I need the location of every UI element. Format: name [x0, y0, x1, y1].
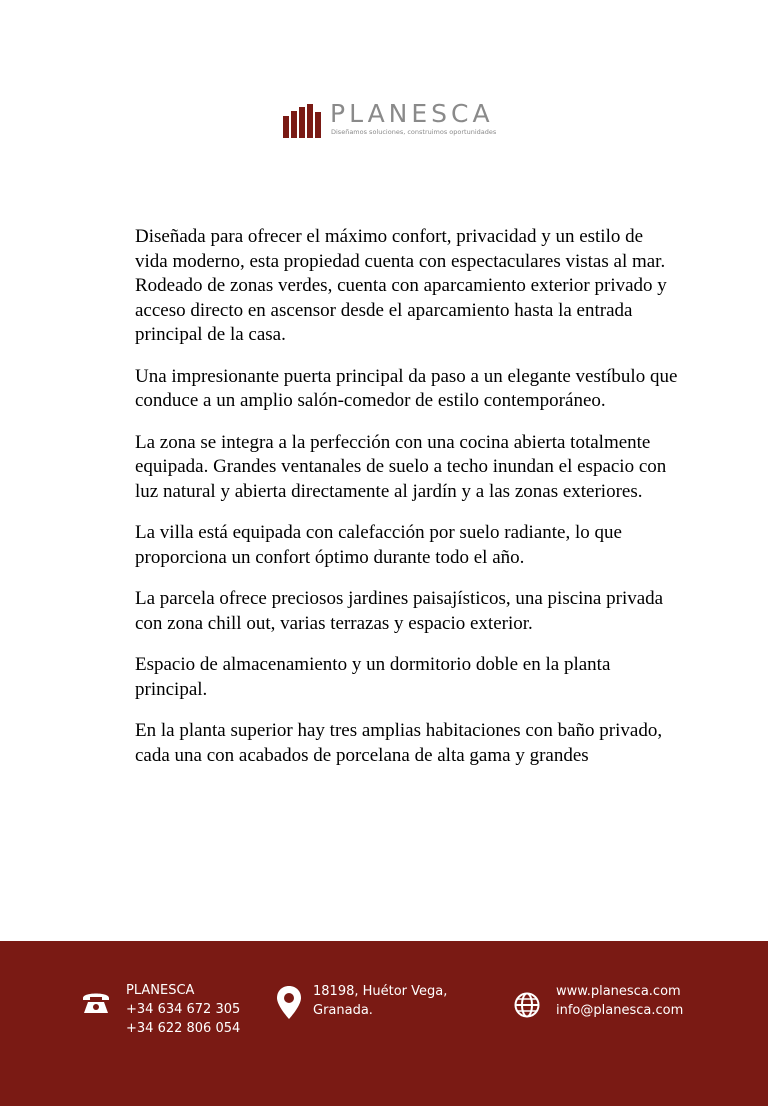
contact-info [126, 981, 240, 1038]
company-name: PLANESCA [126, 983, 195, 998]
footer [0, 941, 768, 1106]
property-description [135, 225, 680, 785]
paragraph: En la planta superior hay tres amplias habitaciones con baño privado, cada una con acabados de porcelana de alta gama y grandes [135, 720, 663, 766]
address-line: 18198, Huétor Vega, [313, 984, 448, 999]
phone-icon [81, 989, 111, 1015]
website-link[interactable]: www.planesca.com [556, 984, 681, 999]
paragraph: La zona se integra a la perfección con una cocina abierta totalmente equipada. Grandes ventanales de suelo a techo inundan el espacio con luz natural y abierta directamente al jardín y a las zonas exteriores. [135, 431, 667, 502]
phone-number[interactable]: +34 634 672 305 [126, 1002, 241, 1017]
location-pin-icon [277, 986, 301, 1019]
paragraph: Espacio de almacenamiento y un dormitorio doble en la planta principal. [135, 654, 611, 700]
paragraph: Una impresionante puerta principal da paso a un elegante vestíbulo que conduce a un amplio salón-comedor de estilo contemporáneo. [135, 365, 678, 411]
brand-logo [283, 100, 513, 140]
web-info [556, 982, 683, 1020]
phone-number[interactable]: +34 622 806 054 [126, 1021, 241, 1036]
paragraph: Diseñada para ofrecer el máximo confort, privacidad y un estilo de vida moderno, esta propiedad cuenta con espectaculares vistas al mar. Rodeado de zonas verdes, cuenta con aparcamiento exterior privado y acceso directo en ascensor desde el aparcamiento hasta la entrada principal de la casa. [135, 226, 667, 345]
building-logo-icon [283, 104, 323, 138]
paragraph: La parcela ofrece preciosos jardines paisajísticos, una piscina privada con zona chill out, varias terrazas y espacio exterior. [135, 588, 664, 634]
globe-icon [514, 992, 540, 1018]
logo-name: PLANESCA [330, 99, 494, 128]
logo-tagline: Diseñamos soluciones, construimos oportunidades [331, 128, 497, 136]
paragraph: La villa está equipada con calefacción por suelo radiante, lo que proporciona un confort óptimo durante todo el año. [135, 522, 622, 568]
address-line: Granada. [313, 1003, 373, 1018]
email-link[interactable]: info@planesca.com [556, 1003, 684, 1018]
address-info [313, 982, 447, 1020]
